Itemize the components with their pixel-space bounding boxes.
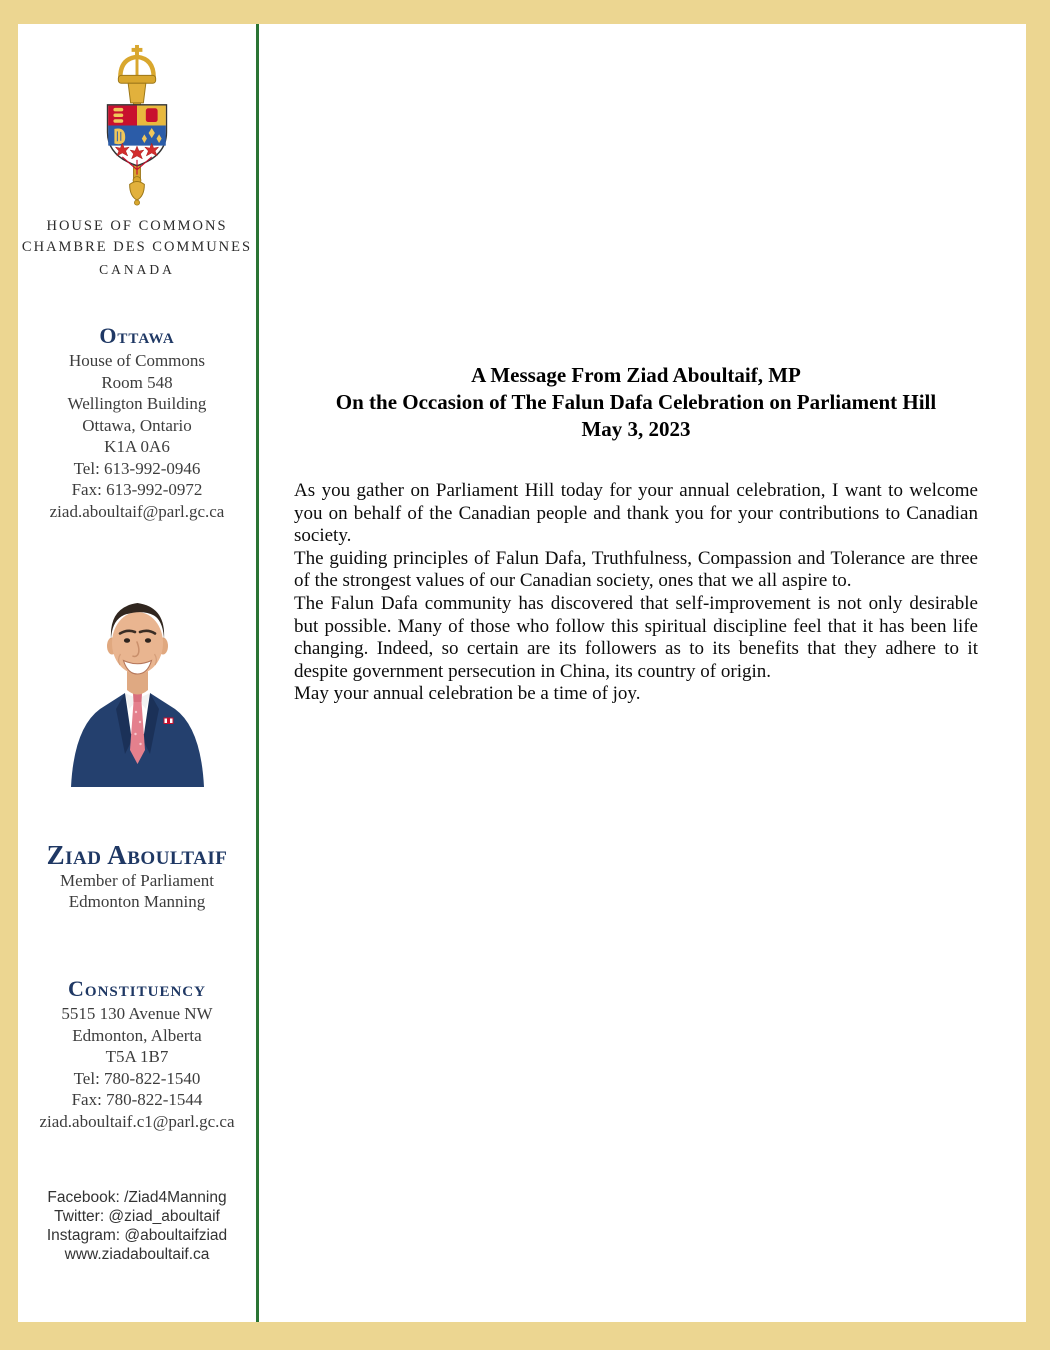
website-url: www.ziadaboultaif.ca bbox=[64, 1246, 210, 1263]
letter-page bbox=[18, 24, 1026, 1322]
letter-paragraph: The Falun Dafa community has discovered that self-improvement is not only desirable but possible. Many of those who follow this spiritual discipline feel that it has been life changing. Indeed, so certain are its followers as to its benefits that they adhere to it despite government persecution in China, its country of origin. bbox=[294, 592, 978, 682]
address-line: T5A 1B7 bbox=[105, 1047, 169, 1066]
email-line: ziad.aboultaif@parl.gc.ca bbox=[49, 501, 225, 521]
org-country: CANADA bbox=[99, 262, 175, 277]
letterhead-sidebar bbox=[18, 24, 256, 1322]
constituency-heading: Constituency bbox=[68, 976, 206, 1001]
org-name-block bbox=[22, 216, 252, 281]
mp-title: Member of Parliament bbox=[60, 871, 214, 890]
letter-content bbox=[259, 24, 1026, 1322]
letter-date: May 3, 2023 bbox=[581, 417, 691, 441]
letter-title bbox=[294, 362, 978, 443]
letter-paragraph: May your annual celebration be a time of joy. bbox=[294, 683, 641, 705]
mp-portrait-photo bbox=[65, 582, 210, 792]
ottawa-office-address bbox=[50, 350, 225, 522]
letter-paragraph: As you gather on Parliament Hill today for your annual celebration, I want to welcome you on behalf of the Canadian people and thank you for your contributions to Canadian society. bbox=[294, 480, 978, 547]
house-of-commons-crest-icon bbox=[83, 44, 191, 206]
twitter-handle: Twitter: @ziad_aboultaif bbox=[54, 1208, 220, 1225]
phone-line: Tel: 613-992-0946 bbox=[73, 458, 201, 478]
letter-title-line: On the Occasion of The Falun Dafa Celebration on Parliament Hill bbox=[335, 390, 937, 414]
letter-title-line: A Message From Ziad Aboultaif, MP bbox=[471, 363, 801, 387]
fax-line: Fax: 780-822-1544 bbox=[71, 1090, 203, 1109]
ottawa-office-heading: Ottawa bbox=[99, 323, 175, 348]
letter-paragraph: The guiding principles of Falun Dafa, Truthfulness, Compassion and Tolerance are three of the strongest values of our Canadian society, ones that we all aspire to. bbox=[294, 547, 978, 592]
address-line: Ottawa, Ontario bbox=[82, 415, 192, 435]
constituency-address bbox=[39, 1003, 234, 1132]
address-line: House of Commons bbox=[69, 351, 205, 370]
mp-name: Ziad Aboultaif bbox=[46, 840, 228, 870]
address-line: K1A 0A6 bbox=[104, 437, 170, 456]
fax-line: Fax: 613-992-0972 bbox=[71, 480, 203, 499]
letter-paragraphs bbox=[294, 480, 978, 706]
facebook-handle: Facebook: /Ziad4Manning bbox=[47, 1189, 227, 1206]
instagram-handle: Instagram: @aboultaifziad bbox=[46, 1227, 228, 1244]
social-links-block bbox=[47, 1188, 227, 1264]
address-line: 5515 130 Avenue NW bbox=[61, 1004, 213, 1023]
address-line: Wellington Building bbox=[67, 394, 207, 413]
org-name-french: CHAMBRE DES COMMUNES bbox=[21, 239, 253, 255]
email-line: ziad.aboultaif.c1@parl.gc.ca bbox=[39, 1111, 235, 1131]
address-line: Edmonton, Alberta bbox=[72, 1025, 202, 1045]
address-line: Room 548 bbox=[101, 372, 173, 392]
phone-line: Tel: 780-822-1540 bbox=[73, 1068, 201, 1088]
mp-riding: Edmonton Manning bbox=[68, 892, 206, 911]
org-name-english: HOUSE OF COMMONS bbox=[46, 218, 228, 234]
